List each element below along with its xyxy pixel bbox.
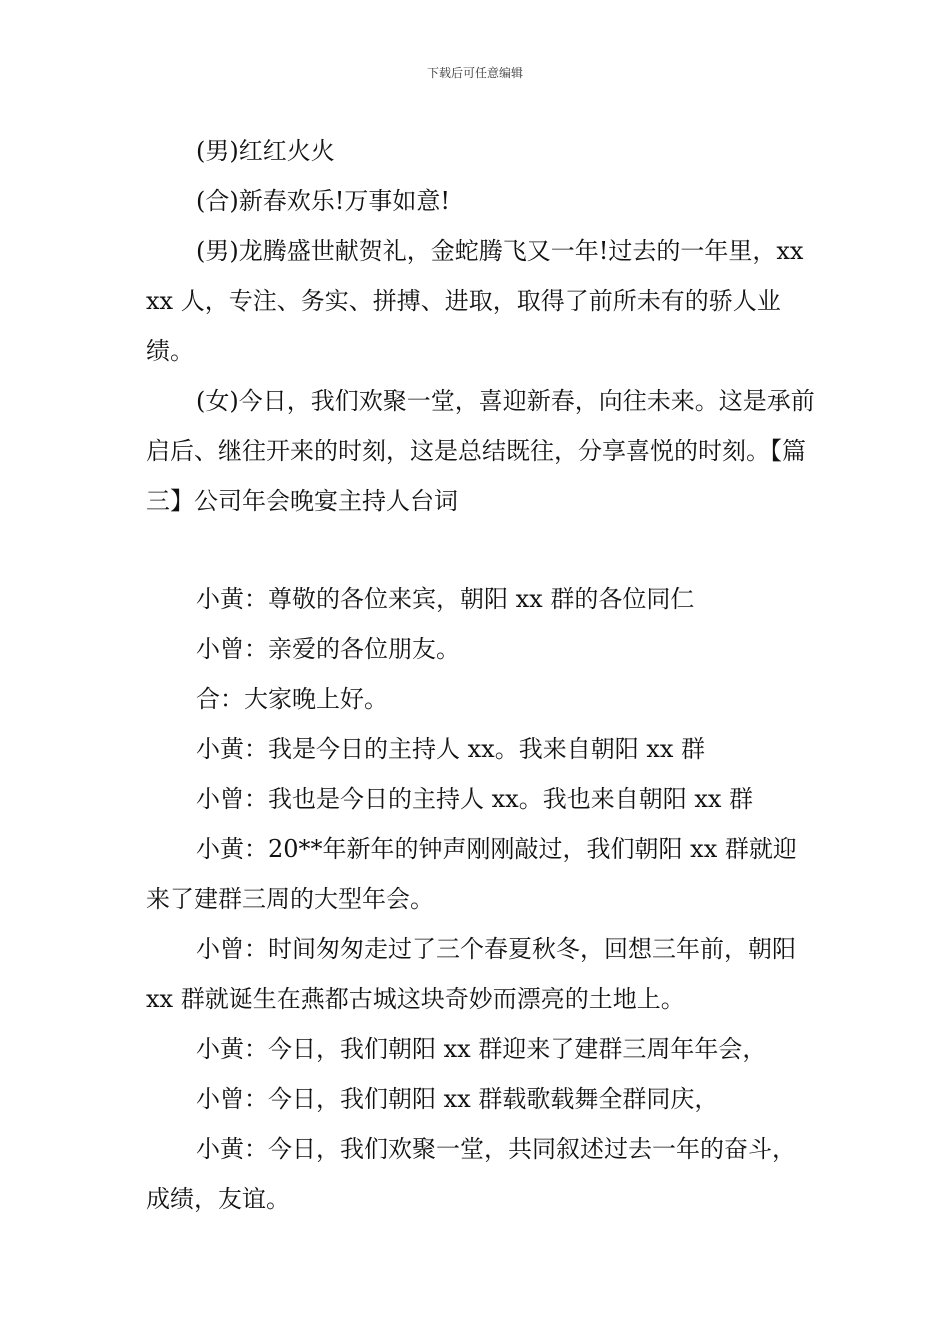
paragraph: (男)龙腾盛世献贺礼，金蛇腾飞又一年!过去的一年里，xxxx 人，专注、务实、拼搏、进取，取得了前所未有的骄人业绩。 [146,237,804,365]
dialogue-line: 小黄：20**年新年的钟声刚刚敲过，我们朝阳 xx 群就迎来了建群三周的大型年会。 [146,835,797,913]
paragraph: (合)新春欢乐!万事如意! [196,187,451,215]
dialogue-line: 小曾：我也是今日的主持人 xx。我也来自朝阳 xx 群 [196,785,754,813]
document-body [146,126,816,1224]
dialogue-line: 小曾：亲爱的各位朋友。 [196,635,460,663]
dialogue-line: 小曾：时间匆匆走过了三个春夏秋冬，回想三年前，朝阳 xx 群就诞生在燕都古城这块奇妙而漂亮的土地上。 [146,935,796,1013]
dialogue-line: 小黄：尊敬的各位来宾，朝阳 xx 群的各位同仁 [196,585,695,613]
paragraph: (男)红红火火 [196,137,335,165]
dialogue-line: 小黄：我是今日的主持人 xx。我来自朝阳 xx 群 [196,735,706,763]
page-header-note: 下载后可任意编辑 [426,66,523,80]
section-gap [146,526,816,574]
dialogue-line: 小黄：今日，我们欢聚一堂，共同叙述过去一年的奋斗，成绩，友谊。 [146,1135,796,1213]
dialogue-line: 小曾：今日，我们朝阳 xx 群载歌载舞全群同庆， [196,1085,719,1113]
paragraph: (女)今日，我们欢聚一堂，喜迎新春，向往未来。这是承前启后、继往开来的时刻，这是总结既往，分享喜悦的时刻。【篇三】公司年会晚宴主持人台词 [146,387,815,515]
dialogue-line: 合：大家晚上好。 [196,685,388,713]
dialogue-line: 小黄：今日，我们朝阳 xx 群迎来了建群三周年年会， [196,1035,767,1063]
